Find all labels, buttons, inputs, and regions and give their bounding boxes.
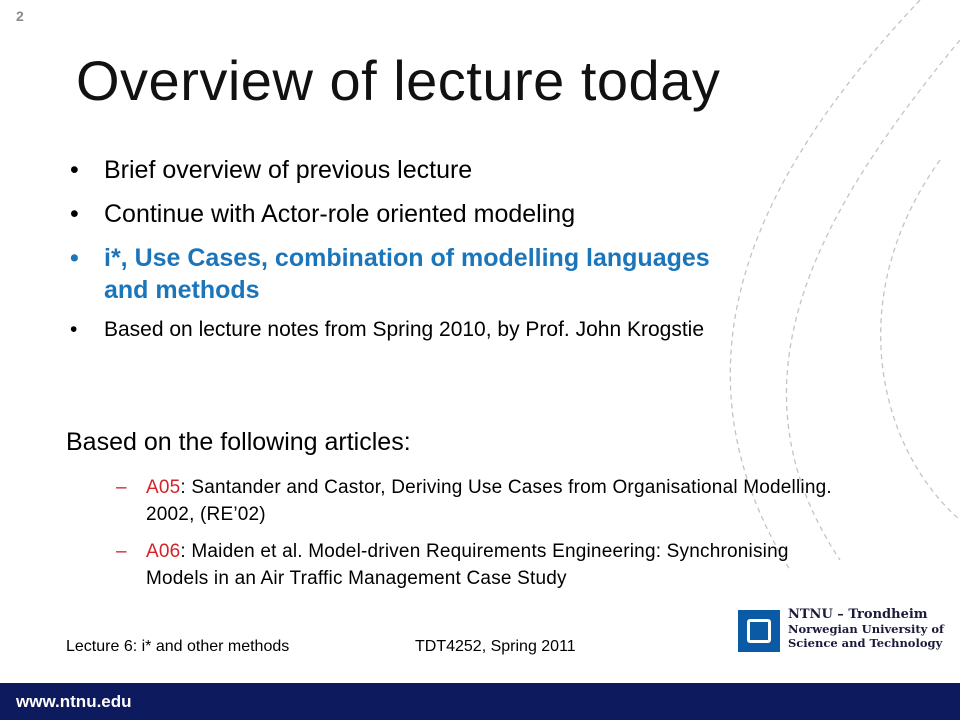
bullet-marker: • <box>70 200 79 228</box>
bullet-list <box>66 154 746 344</box>
bullet-item-highlight <box>66 242 746 306</box>
ntnu-logo <box>738 606 948 656</box>
footer-course: TDT4252, Spring 2011 <box>415 638 576 655</box>
bullet-item <box>66 198 746 230</box>
bullet-marker: • <box>70 318 78 341</box>
bullet-marker: • <box>70 156 79 184</box>
logo-line-1: NTNU – Trondheim <box>788 607 928 622</box>
bottom-bar <box>0 683 960 720</box>
article-dash: – <box>116 541 127 562</box>
logo-line-2: Norwegian University of <box>788 622 944 636</box>
footer-lecture: Lecture 6: i* and other methods <box>66 638 290 655</box>
slide-number: 2 <box>16 8 24 24</box>
bullet-text: Brief overview of previous lecture <box>104 156 473 184</box>
article-id: A06 <box>146 541 181 562</box>
bullet-marker: • <box>70 244 79 272</box>
slide-title: Overview of lecture today <box>76 49 721 112</box>
bullet-text: i*, Use Cases, combination of modelling languages and methods <box>104 244 710 304</box>
footer-url: www.ntnu.edu <box>16 692 132 711</box>
logo-line-3: Science and Technology <box>788 636 943 650</box>
article-item <box>66 538 856 592</box>
articles-heading: Based on the following articles: <box>66 428 411 456</box>
bullet-item <box>66 154 746 186</box>
logo-text <box>788 608 944 650</box>
article-text: : Santander and Castor, Deriving Use Cases from Organisational Modelling. 2002, (RE’02) <box>146 477 832 525</box>
article-dash: – <box>116 477 127 498</box>
article-id: A05 <box>146 477 181 498</box>
article-list <box>66 474 856 602</box>
article-item <box>66 474 856 528</box>
ntnu-logo-icon <box>738 610 780 652</box>
article-text: : Maiden et al. Model-driven Requirements Engineering: Synchronising Models in an Air Traffic Management Case Study <box>146 541 789 589</box>
bullet-text: Continue with Actor-role oriented modeling <box>104 200 576 228</box>
bullet-item <box>66 316 746 344</box>
bullet-text: Based on lecture notes from Spring 2010, by Prof. John Krogstie <box>104 318 705 341</box>
